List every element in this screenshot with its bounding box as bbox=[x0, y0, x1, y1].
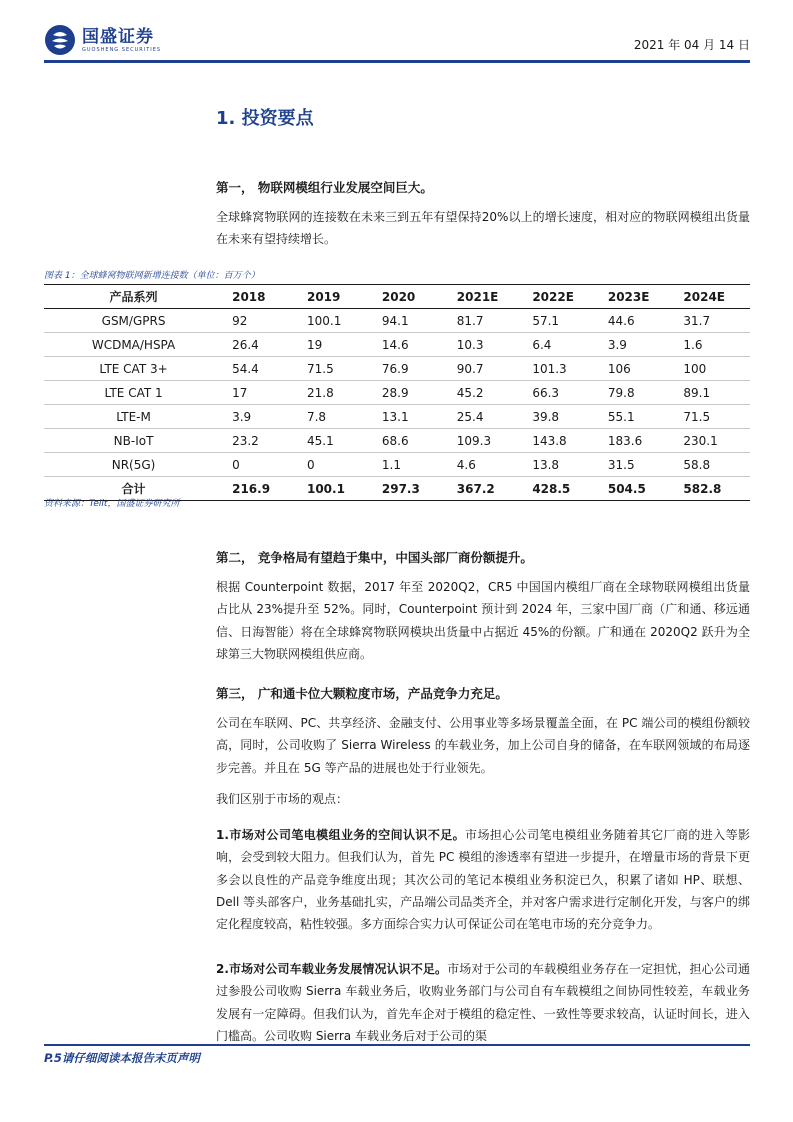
table-cell: 109.3 bbox=[456, 433, 492, 448]
table-cell: LTE CAT 3+ bbox=[99, 361, 168, 376]
table-row bbox=[44, 405, 750, 429]
table-cell: 582.8 bbox=[683, 481, 722, 496]
table-cell: 13.1 bbox=[381, 409, 409, 424]
table-cell: 100.1 bbox=[306, 481, 345, 496]
table-cell: 31.5 bbox=[607, 457, 635, 472]
logo-name: 国盛证券 bbox=[82, 26, 154, 47]
table-cell: 7.8 bbox=[306, 409, 327, 424]
table-cell: 76.9 bbox=[381, 361, 409, 376]
table-cell: 90.7 bbox=[456, 361, 484, 376]
table-cell: GSM/GPRS bbox=[101, 313, 166, 328]
table-cell: 94.1 bbox=[381, 313, 409, 328]
table-cell: 71.5 bbox=[306, 361, 334, 376]
table-cell: 71.5 bbox=[683, 409, 711, 424]
table-cell: 68.6 bbox=[381, 433, 409, 448]
point-3-heading: 第三， 广和通卡位大颗粒度市场，产品竞争力充足。 bbox=[216, 686, 508, 701]
page-footer: P.5请仔细阅读本报告末页声明 bbox=[44, 1051, 200, 1065]
table-cell: 13.8 bbox=[532, 457, 560, 472]
table-cell: 58.8 bbox=[683, 457, 711, 472]
table-cell: 21.8 bbox=[306, 385, 334, 400]
page-header bbox=[44, 22, 750, 58]
table-cell: 230.1 bbox=[683, 433, 718, 448]
table-cell: 39.8 bbox=[532, 409, 560, 424]
table-cell: 143.8 bbox=[532, 433, 567, 448]
table-cell: 79.8 bbox=[607, 385, 635, 400]
table-cell: 25.4 bbox=[456, 409, 484, 424]
table-cell: 100.1 bbox=[306, 313, 342, 328]
table-cell: 45.2 bbox=[456, 385, 484, 400]
table-cell: 428.5 bbox=[532, 481, 571, 496]
point-3-text: 公司在车联网、PC、共享经济、金融支付、公用事业等多场景覆盖全面，在 PC 端公司的模组份额较高，同时，公司收购了 Sierra Wireless 的车载业务，加上公司自身的储备，在车联网领域的布局逐步完善。并且在 5G 等产品的进展也处于行业领先。 bbox=[216, 716, 750, 775]
table-header-cell: 产品系列 bbox=[109, 290, 158, 304]
table-cell: 19 bbox=[306, 337, 323, 352]
logo-subtitle: GUOSHENG SECURITIES bbox=[82, 46, 162, 53]
company-logo bbox=[44, 24, 161, 56]
table-cell: 101.3 bbox=[532, 361, 567, 376]
table-cell: 100 bbox=[683, 361, 707, 376]
table-cell: 81.7 bbox=[456, 313, 484, 328]
table-row bbox=[44, 429, 750, 453]
table-cell: 367.2 bbox=[456, 481, 495, 496]
table-row bbox=[44, 309, 750, 333]
table-cell: 6.4 bbox=[532, 337, 552, 352]
table-cell: 3.9 bbox=[232, 409, 252, 424]
table-header-cell: 2023E bbox=[607, 289, 650, 304]
table-header-row bbox=[44, 285, 750, 309]
table-cell: 297.3 bbox=[381, 481, 420, 496]
table-cell: 44.6 bbox=[607, 313, 635, 328]
table-header-cell: 2022E bbox=[532, 289, 574, 304]
table-cell: NR(5G) bbox=[111, 457, 156, 472]
table-row bbox=[44, 381, 750, 405]
header-divider bbox=[44, 60, 750, 63]
table-cell: 合计 bbox=[121, 482, 146, 496]
table-cell: 0 bbox=[306, 457, 315, 472]
report-date: 2021 年 04 月 14 日 bbox=[633, 38, 750, 52]
table-row bbox=[44, 357, 750, 381]
table-cell: 3.9 bbox=[607, 337, 627, 352]
table-cell: 14.6 bbox=[381, 337, 409, 352]
table-cell: 1.1 bbox=[381, 457, 401, 472]
views-intro: 我们区别于市场的观点： bbox=[216, 792, 349, 806]
table-cell: 55.1 bbox=[607, 409, 635, 424]
view-1-paragraph bbox=[216, 824, 750, 935]
table-cell: LTE CAT 1 bbox=[104, 385, 163, 400]
table-cell: 23.2 bbox=[232, 433, 259, 448]
table-cell: 89.1 bbox=[683, 385, 711, 400]
point-2-heading: 第二， 竞争格局有望趋于集中，中国头部厂商份额提升。 bbox=[216, 550, 533, 565]
table-cell: 31.7 bbox=[683, 313, 711, 328]
table-cell: 92 bbox=[232, 313, 248, 328]
table-cell: 45.1 bbox=[306, 433, 334, 448]
footer-divider bbox=[44, 1044, 750, 1046]
view-2-lead: 2.市场对公司车载业务发展情况认识不足。 bbox=[216, 962, 448, 976]
view-2-text: 市场对于公司的车载模组业务存在一定担忧，担心公司通过参股公司收购 Sierra 车载业务后，收购业务部门与公司自有车载模组之间协同性较差，车载业务发展有一定障碍。但我们认为，首先车企对于模组的稳定性、一致性等要求较高，认证时间长，进入门槛高。公司收购 Sierra 车载业务后对于公司的渠 bbox=[216, 962, 750, 1043]
table-row bbox=[44, 453, 750, 477]
table-cell: 17 bbox=[232, 385, 248, 400]
point-2-text: 根据 Counterpoint 数据，2017 年至 2020Q2，CR5 中国国内模组厂商在全球物联网模组出货量占比从 23%提升至 52%。同时，Counterpoint 预计到 2024 年，三家中国厂商（广和通、移远通信、日海智能）将在全球蜂窝物联网模块出货量中占据近 45%的份额。广和通在 2020Q2 跃升为全球第三大物联网模组供应商。 bbox=[216, 580, 750, 661]
view-1-lead: 1.市场对公司笔电模组业务的空间认识不足。 bbox=[216, 828, 466, 842]
table-cell: 1.6 bbox=[683, 337, 703, 352]
table-cell: 504.5 bbox=[607, 481, 646, 496]
table-cell: 10.3 bbox=[456, 337, 484, 352]
view-2-paragraph bbox=[216, 958, 750, 1047]
table-header-cell: 2018 bbox=[232, 289, 266, 304]
table-cell: 183.6 bbox=[607, 433, 643, 448]
table-cell: 26.4 bbox=[232, 337, 259, 352]
logo-icon bbox=[44, 24, 76, 56]
table-cell: 57.1 bbox=[532, 313, 560, 328]
table-cell: 216.9 bbox=[232, 481, 271, 496]
table-cell: 0 bbox=[232, 457, 240, 472]
point-1-heading: 第一， 物联网模组行业发展空间巨大。 bbox=[216, 180, 433, 195]
table-cell: NB-IoT bbox=[113, 433, 154, 448]
connections-table bbox=[44, 284, 750, 501]
view-1-text: 市场担心公司笔电模组业务随着其它厂商的进入等影响，会受到较大阻力。但我们认为，首先 PC 模组的渗透率有望进一步提升，在增量市场的背景下更多会以良性的产品竞争维度出现；其次公司的笔记本模组业务积淀已久，积累了诸如 HP、联想、Dell 等头部客户，业务基础扎实，产品端公司品类齐全，并对客户需求进行定制化开发，与客户的绑定化程度较高，粘性较强。多方面综合实力认可保证公司在笔电市场的充分竞争力。 bbox=[216, 828, 750, 932]
figure-source: 资料来源：Telit，国盛证券研究所 bbox=[44, 499, 180, 509]
table-header-cell: 2019 bbox=[306, 289, 341, 304]
section-title: 1. 投资要点 bbox=[216, 108, 314, 129]
table-cell: 106 bbox=[607, 361, 631, 376]
point-1-text: 全球蜂窝物联网的连接数在未来三到五年有望保持20%以上的增长速度，相对应的物联网模组出货量在未来有望持续增长。 bbox=[216, 210, 750, 247]
table-header-cell: 2021E bbox=[456, 289, 499, 304]
table-header-cell: 2020 bbox=[381, 289, 416, 304]
figure-caption: 图表 1：全球蜂窝物联网新增连接数（单位：百万个） bbox=[44, 271, 260, 281]
table-row bbox=[44, 333, 750, 357]
table-cell: 28.9 bbox=[381, 385, 409, 400]
table-cell: WCDMA/HSPA bbox=[91, 337, 176, 352]
table-cell: 4.6 bbox=[456, 457, 476, 472]
table-cell: 54.4 bbox=[232, 361, 259, 376]
table-header-cell: 2024E bbox=[683, 289, 726, 304]
table-cell: 66.3 bbox=[532, 385, 560, 400]
table-cell: LTE-M bbox=[116, 409, 151, 424]
